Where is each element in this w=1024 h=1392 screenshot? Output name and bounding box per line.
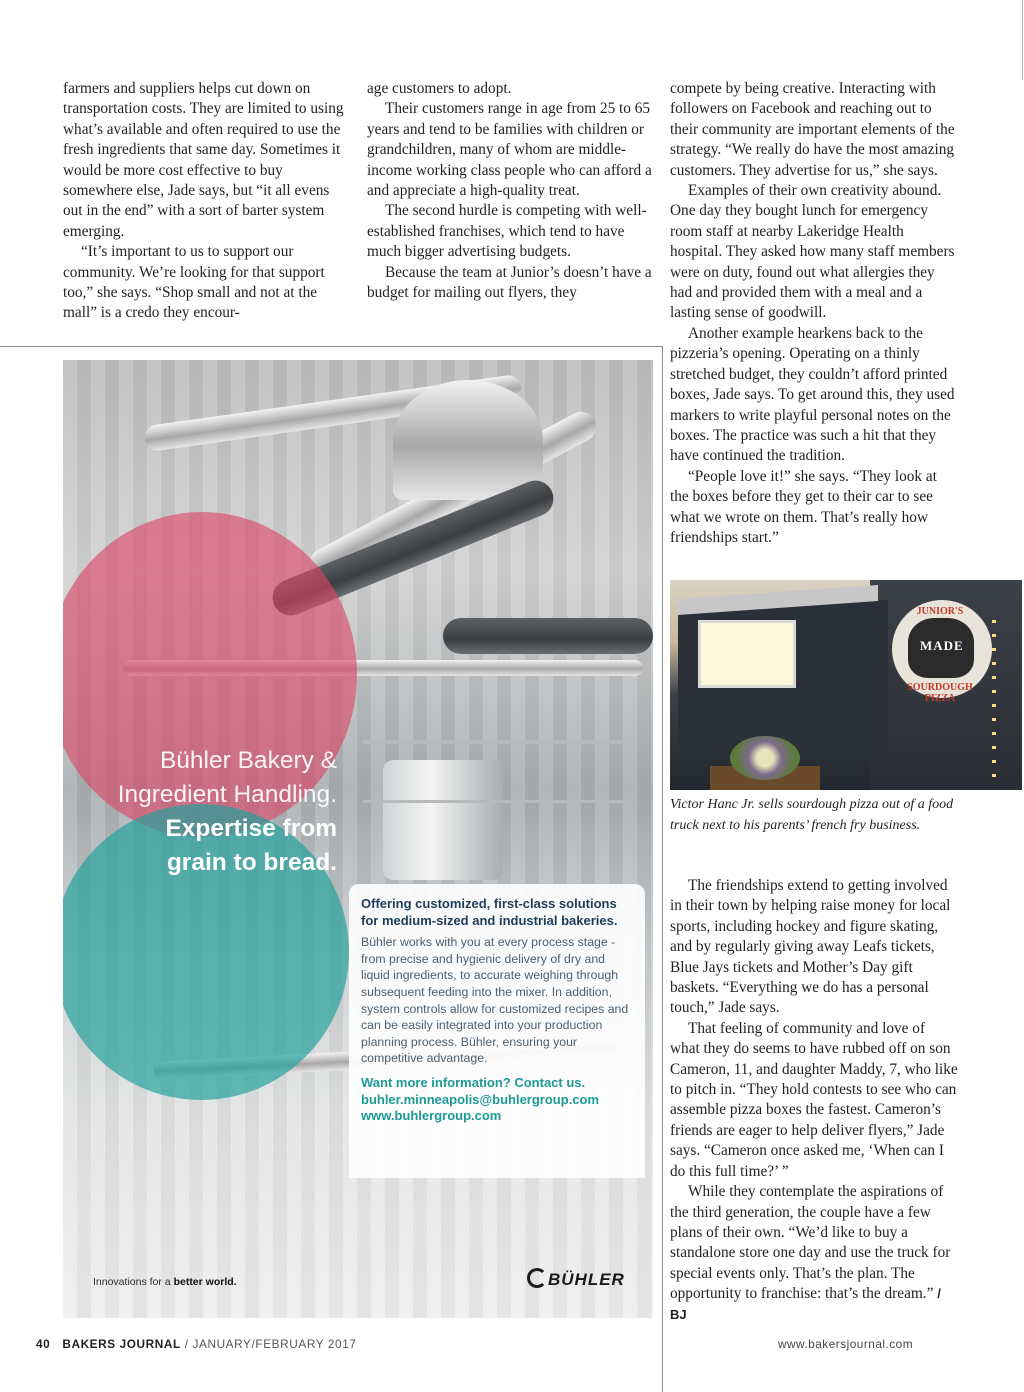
paragraph: compete by being creative. Interacting with followers on Facebook and reaching out to their community are important elements of the strategy. “We really do have the most amazing customers. They advertise for us,” she says. <box>670 80 955 179</box>
photo-plant <box>730 736 800 780</box>
ad-railing <box>363 800 623 803</box>
article-column-2 <box>367 79 652 303</box>
ad-email-link[interactable]: buhler.minneapolis@buhlergroup.com <box>361 1091 600 1107</box>
article-column-3-bottom <box>670 876 958 1325</box>
paragraph: “People love it!” she says. “They look at the boxes before they get to their car to see what we wrote on them. That’s really how friendships start.” <box>670 467 937 546</box>
photo-sign-middle: MADE <box>920 638 964 653</box>
paragraph: That feeling of community and love of what they do seems to have rubbed off on son Cameron, 11, and daughter Maddy, 7, who like to pitch in. “They hold contests to see who can assemble pizza boxes the fastest. Cameron’s friends are eager to help deliver flyers,” Jade says. “Cameron once asked me, ‘When can I do this full time?’ ” <box>670 1019 958 1180</box>
photo-caption: Victor Hanc Jr. sells sourdough pizza out of a food truck next to his parents’ french fry business. <box>670 797 954 833</box>
ad-headline <box>118 744 337 880</box>
ad-headline-line: Ingredient Handling. <box>117 781 337 808</box>
buhler-advertisement[interactable] <box>63 360 653 1318</box>
article-column-1 <box>63 79 348 324</box>
photo-sign-bottom: SOURDOUGH PIZZA <box>907 682 973 704</box>
website-url[interactable]: www.bakersjournal.com <box>778 1337 914 1351</box>
page-number: 40 <box>36 1337 51 1351</box>
buhler-logo-text: BÜHLER <box>548 1270 625 1289</box>
paragraph: “It’s important to us to support our community. We’re looking for that support too,” she says. “Shop small and not at the mall” is a credo they encour- <box>63 243 325 322</box>
page-footer <box>36 1337 357 1351</box>
issue-date: / JANUARY/FEBRUARY 2017 <box>180 1337 357 1351</box>
food-truck-photo <box>670 580 1022 790</box>
paragraph <box>670 1182 958 1325</box>
article-signoff: / BJ <box>670 1286 941 1322</box>
article-column-3-top <box>670 79 958 548</box>
ad-tank <box>383 760 503 880</box>
paragraph: age customers to adopt. <box>367 80 512 97</box>
buhler-logo-icon <box>527 1268 547 1288</box>
ad-website-link[interactable]: www.buhlergroup.com <box>361 1108 502 1124</box>
ad-contact-prompt: Want more information? Contact us. <box>361 1074 586 1090</box>
ad-headline-line: grain to bread. <box>166 849 337 876</box>
ad-tagline-bold: better world. <box>173 1276 237 1288</box>
paragraph: farmers and suppliers helps cut down on transportation costs. They are limited to using what’s available and often required to use the fresh ingredients that same day. Sometimes it would be more cost effective to buy somewhere else, Jade says, but “it all evens out in the end” with a sort of barter system emerging. <box>63 80 344 240</box>
paragraph: Another example hearkens back to the pizzeria’s opening. Operating on a thinly stretched budget, they couldn’t afford printed boxes, Jade says. To get around this, they used markers to write playful personal notes on the boxes. The practice was such a hit that they have continued the tradition. <box>670 324 955 465</box>
paragraph: Examples of their own creativity abound. One day they bought lunch for emergency room staff at nearby Lakeridge Health hospital. They asked how many staff members were on duty, found out what allergies they had and provided them with a meal and a lasting sense of goodwill. <box>670 182 955 322</box>
paragraph: Because the team at Junior’s doesn’t have a budget for mailing out flyers, they <box>367 263 652 302</box>
ad-headline-line: Bühler Bakery & <box>159 747 337 774</box>
ad-dark-pipe <box>443 618 653 654</box>
ad-hopper <box>393 380 543 500</box>
ad-tagline <box>93 1276 237 1288</box>
page-edge-line <box>1022 0 1023 80</box>
paragraph: The friendships extend to getting involved in their town by helping raise money for local sports, including hockey and figure skating, and by regularly giving away Leafs tickets, Blue Jays tickets and Mother’s Day gift baskets. “Everything we do has a personal touch,” Jade says. <box>670 877 951 1017</box>
photo-string-lights <box>992 620 996 780</box>
buhler-logo <box>527 1268 625 1290</box>
column-divider <box>662 346 663 1392</box>
ad-railing <box>363 740 623 744</box>
photo-service-window <box>698 620 796 688</box>
ad-tagline-prefix: Innovations for a <box>93 1276 174 1288</box>
ad-box-heading: Offering customized, first-class solutions for medium-sized and industrial bakeries. <box>361 896 618 928</box>
ad-box-body: Bühler works with you at every process stage - from precise and hygienic delivery of dry and liquid ingredients, to accurate weighing through subsequent feeding into the mixer. In addition, system controls allow for customized recipes and can be easily integrated into your production planning process. Bühler, ensuring your competitive advantage. <box>361 935 629 1066</box>
paragraph: Their customers range in age from 25 to 65 years and tend to be families with children or grandchildren, many of whom are middle-income working class people who can afford a and appreciate a high-quality treat. <box>367 100 652 200</box>
ad-frame-line <box>0 346 662 347</box>
paragraph: The second hurdle is competing with well-established franchises, which tend to have much bigger advertising budgets. <box>367 202 647 261</box>
paragraph-text: While they contemplate the aspirations of the third generation, the couple have a few plans of their own. “We’d like to buy a standalone store one day and use the truck for special events only. That’s the plan. The opportunity to franchise: that’s the dream.” <box>670 1183 951 1303</box>
ad-info-box <box>349 884 645 1178</box>
photo-sign-top: JUNIOR'S <box>916 606 964 617</box>
ad-headline-line: Expertise from <box>165 815 337 842</box>
magazine-name: BAKERS JOURNAL <box>62 1337 181 1351</box>
